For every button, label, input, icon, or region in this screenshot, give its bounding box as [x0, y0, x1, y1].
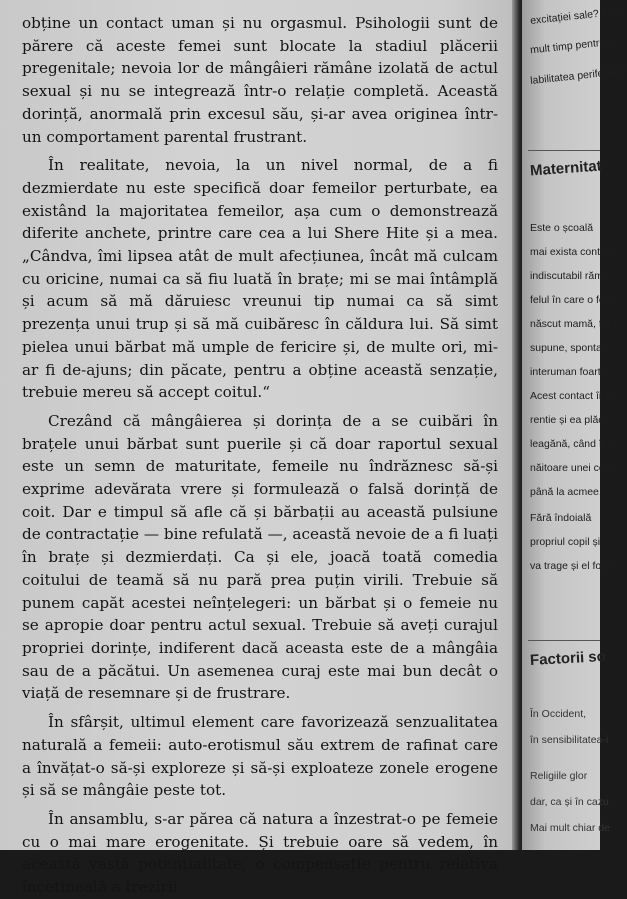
- paragraph: În sfârșit, ultimul element care favorizează senzualitatea naturală a femeii: auto-erotismul său extrem de rafinat care a învățat-o să-și exploreze și să-și exploateze zonele erogene și să se mângâie peste tot.: [22, 713, 498, 800]
- right-line: Este o școală: [530, 222, 594, 234]
- right-line: mult timp pentru a: [529, 35, 615, 57]
- section-heading: Maternitat: [529, 157, 603, 180]
- right-line: năitoare unei conc: [530, 462, 616, 474]
- right-line: interuman foarte: [530, 366, 607, 378]
- right-line: Mai mult chiar de: [530, 822, 610, 834]
- section-rule: [528, 150, 600, 151]
- paragraph: obține un contact uman și nu orgasmul. Psihologii sunt de părere că aceste femei sunt blocate la stadiul plăcerii pregenitale; nevoia lor de mângâieri rămâne izolată de actul sexual și nu se integrează într-o relație completă. Această dorință, anormală prin excesul său, și-ar avea originea într-un comportament parental frustrant.: [22, 14, 498, 146]
- right-line: leagănă, când îl în: [530, 438, 616, 450]
- section-heading: Factorii so: [529, 648, 607, 669]
- right-line: felul în care o femi: [530, 294, 616, 306]
- paragraph: În realitate, nevoia, la un nivel normal, de a fi dezmierdate nu este specifică doar femeilor perturbate, ea existând la majoritatea femeilor, așa cum o demonstrează diferite anchete, printre care cea a lui Shere Hite și a mea. „Cândva, îmi lipsea atât de mult afecțiunea, încât mă culcam cu oricine, numai ca să fiu luată în brațe; mi se mai întâmplă și acum să mă dăruiesc vreunui tip numai ca să simt prezența unui trup și să mă cuibăresc în căldura lui. Să simt pielea unui bărbat mă umple de fericire și, de multe ori, mi-ar fi de-ajuns; din păcate, pentru a obține această senzație, trebuie mereu să accept coitul.“: [22, 156, 498, 402]
- right-line: supune, spontan: [530, 342, 608, 354]
- right-line: Acest contact îi ar: [530, 390, 614, 402]
- paragraph: Crezând că mângâierea și dorința de a se cuibări în brațele unui bărbat sunt puerile și că doar raportul sexual este un semn de maturitate, femeile nu îndrăznesc să-și exprime adevărata vrere și formulează o falsă dorință de coit. Dar e timpul să afle că și bărbații au această pulsiune de contractație — bine refulată —, această nevoie de a fi luați în brațe și dezmierdați. Ca și ele, joacă toată comedia coitului de teamă să nu pară prea puțin virili. Trebuie să punem capăt acestei neînțelegeri: un bărbat și o femeie nu se apropie doar pentru actul sexual. Trebuie să aveți curajul propriei dorințe, indiferent dacă aceasta este de a mângâia sau de a păcătui. Un asemenea curaj este mai bun decât o viață de resemnare și de frustrare.: [22, 411, 498, 703]
- right-line: labilitatea periferică?: [529, 64, 627, 88]
- right-line: Fără îndoială: [530, 512, 592, 524]
- right-line: va trage și el folo: [530, 560, 610, 572]
- right-line: în sensibilitatea-i: [530, 734, 609, 746]
- right-line: excitației sale? Faza: [529, 5, 626, 27]
- right-line: mai exista controv: [530, 246, 615, 258]
- left-page-text: [22, 12, 498, 899]
- right-line: propriul copil și: [530, 536, 601, 548]
- section-rule: [528, 640, 600, 641]
- paragraph: În ansamblu, s-ar părea că natura a înzestrat-o pe femeie cu o mai mare erogenitate. Și trebuie oare să vedem, în această vastă potențialitate, o compensație pentru relativa încetineală a trezirii: [22, 809, 498, 897]
- right-line: În Occident,: [530, 708, 587, 720]
- right-line: Religiile glor: [530, 770, 588, 782]
- right-line: dar, ca și în cazu: [530, 796, 609, 808]
- right-page: [522, 0, 627, 850]
- right-line: indiscutabil rămâ: [530, 270, 609, 282]
- right-line: până la acmee.: [530, 486, 602, 498]
- right-line: rentie și ea plăc: [530, 414, 604, 426]
- right-line: născut mamă, fem: [530, 318, 617, 330]
